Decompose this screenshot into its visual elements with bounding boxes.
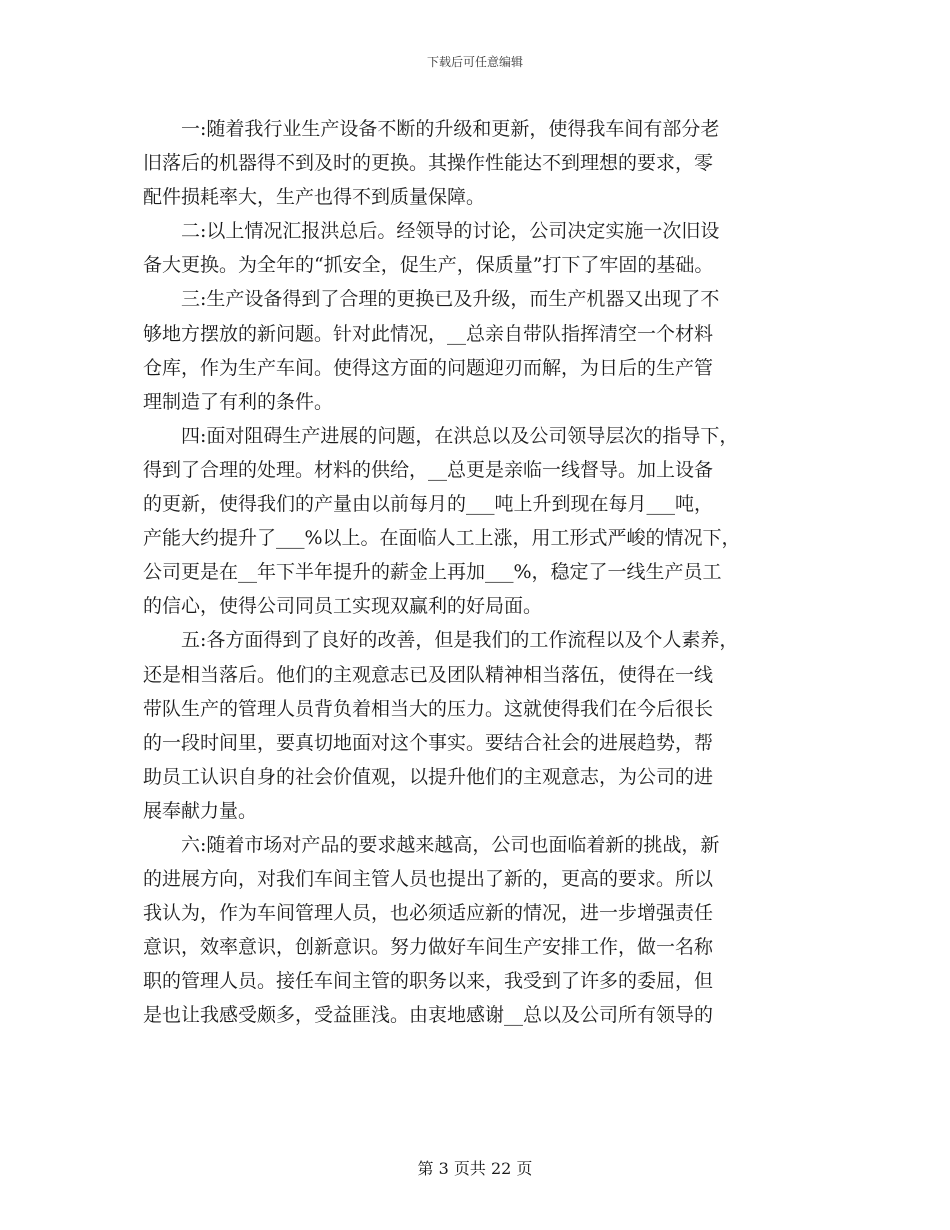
text-line: 配件损耗率大，生产也得不到质量保障。	[143, 186, 486, 209]
text-line: 我认为，作为车间管理人员，也必须适应新的情况，进一步增强责任	[143, 902, 714, 925]
document-body	[143, 112, 808, 1033]
text-line: 一:随着我行业生产设备不断的升级和更新，使得我车间有部分老	[181, 118, 720, 140]
text-line: 够地方摆放的新问题。针对此情况，__总亲自带队指挥清空一个材料	[143, 322, 714, 345]
text-line: 四:面对阻碍生产进展的问题，在洪总以及公司领导层次的指导下，	[181, 424, 739, 447]
text-line: 产能大约提升了___%以上。在面临人工上涨，用工形式严峻的情况下，	[143, 527, 741, 550]
text-line: 理制造了有利的条件。	[143, 390, 334, 413]
text-line: 的更新，使得我们的产量由以前每月的___吨上升到现在每月___吨，	[143, 493, 714, 516]
text-line: 的进展方向，对我们车间主管人员也提出了新的，更高的要求。所以	[143, 868, 714, 891]
text-line: 助员工认识自身的社会价值观，以提升他们的主观意志，为公司的进	[143, 765, 714, 788]
text-line: 六:随着市场对产品的要求越来越高，公司也面临着新的挑战，新	[181, 833, 720, 856]
text-line: 意识，效率意识，创新意识。努力做好车间生产安排工作，做一名称	[143, 936, 714, 959]
text-line: 还是相当落后。他们的主观意志已及团队精神相当落伍，使得在一线	[143, 663, 714, 686]
page-number-footer: 第 3 页共 22 页	[417, 1159, 533, 1178]
text-line: 的一段时间里，要真切地面对这个事实。要结合社会的进展趋势，帮	[143, 731, 714, 754]
text-line: 旧落后的机器得不到及时的更换。其操作性能达不到理想的要求，零	[143, 152, 714, 175]
text-line: 三:生产设备得到了合理的更换已及升级，而生产机器又出现了不	[181, 288, 720, 311]
text-line: 五:各方面得到了良好的改善，但是我们的工作流程以及个人素养，	[181, 629, 739, 652]
text-line: 职的管理人员。接任车间主管的职务以来，我受到了许多的委屈，但	[143, 970, 714, 993]
text-line: 公司更是在__年下半年提升的薪金上再加___%，稳定了一线生产员工	[143, 561, 722, 584]
text-line: 的信心，使得公司同员工实现双赢利的好局面。	[143, 595, 543, 618]
text-line: 备大更换。为全年的“抓安全，促生产，保质量”打下了牢固的基础。	[143, 254, 714, 277]
text-line: 是也让我感受颇多，受益匪浅。由衷地感谢__总以及公司所有领导的	[143, 1004, 714, 1027]
text-line: 得到了合理的处理。材料的供给，__总更是亲临一线督导。加上设备	[143, 458, 714, 481]
text-line: 带队生产的管理人员背负着相当大的压力。这就使得我们在今后很长	[143, 697, 714, 720]
page-header: 下载后可任意编辑	[426, 55, 523, 69]
text-line: 仓库，作为生产车间。使得这方面的问题迎刃而解，为日后的生产管	[143, 356, 714, 379]
text-line: 二:以上情况汇报洪总后。经领导的讨论，公司决定实施一次旧设	[181, 220, 720, 243]
text-line: 展奉献力量。	[143, 799, 258, 822]
